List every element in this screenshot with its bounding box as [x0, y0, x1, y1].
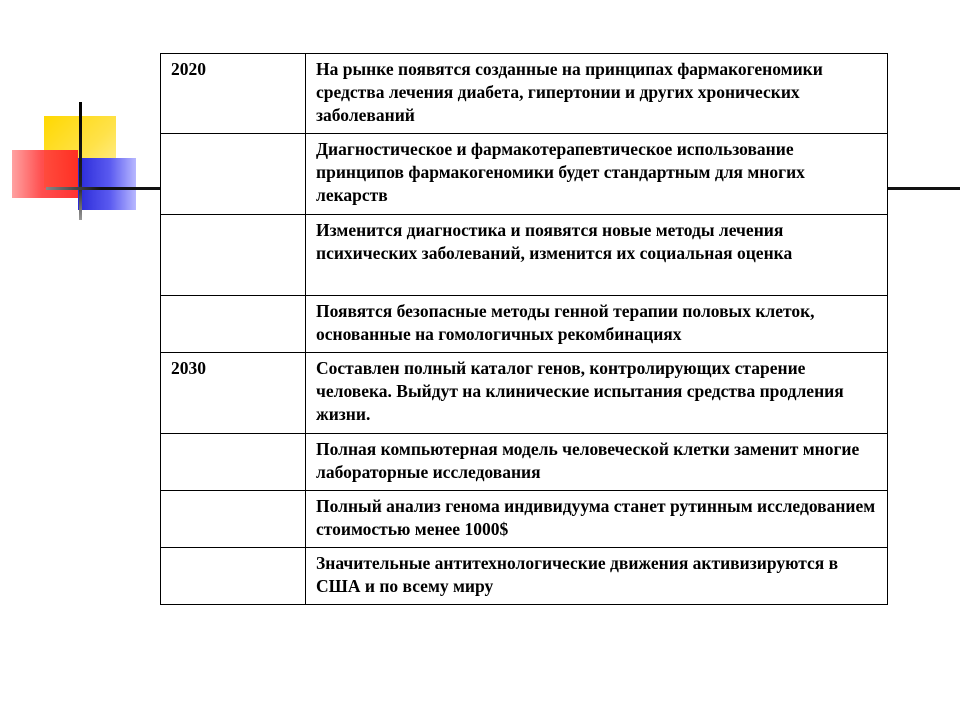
table-row	[161, 548, 888, 605]
forecast-cell: На рынке появятся созданные на принципах фармакогеномики средства лечения диабета, гипертонии и других хронических заболеваний	[306, 54, 888, 134]
forecast-table	[160, 53, 888, 605]
forecast-cell: Полный анализ генома индивидуума станет рутинным исследованием стоимостью менее 1000$	[306, 491, 888, 548]
table-row	[161, 134, 888, 215]
table-row	[161, 54, 888, 134]
table-row	[161, 296, 888, 353]
forecast-cell: Составлен полный каталог генов, контролирующих старение человека. Выйдут на клинические испытания средства продления жизни.	[306, 353, 888, 434]
decor-red-square	[12, 150, 78, 198]
year-cell	[161, 491, 306, 548]
table-row	[161, 353, 888, 434]
forecast-cell: Полная компьютерная модель человеческой клетки заменит многие лабораторные исследования	[306, 434, 888, 491]
forecast-cell: Изменится диагностика и появятся новые методы лечения психических заболеваний, изменится их социальная оценка	[306, 215, 888, 296]
year-cell: 2030	[161, 353, 306, 434]
year-cell	[161, 434, 306, 491]
decor-vertical-line	[79, 102, 82, 220]
year-cell	[161, 296, 306, 353]
forecast-cell: Диагностическое и фармакотерапевтическое использование принципов фармакогеномики будет стандартным для многих лекарств	[306, 134, 888, 215]
table-row	[161, 215, 888, 296]
table-row	[161, 491, 888, 548]
decor-blue-square	[78, 158, 136, 210]
year-cell: 2020	[161, 54, 306, 134]
table-row	[161, 434, 888, 491]
year-cell	[161, 134, 306, 215]
year-cell	[161, 215, 306, 296]
forecast-cell: Значительные антитехнологические движения активизируются в США и по всему миру	[306, 548, 888, 605]
year-cell	[161, 548, 306, 605]
forecast-cell: Появятся безопасные методы генной терапии половых клеток, основанные на гомологичных рекомбинациях	[306, 296, 888, 353]
